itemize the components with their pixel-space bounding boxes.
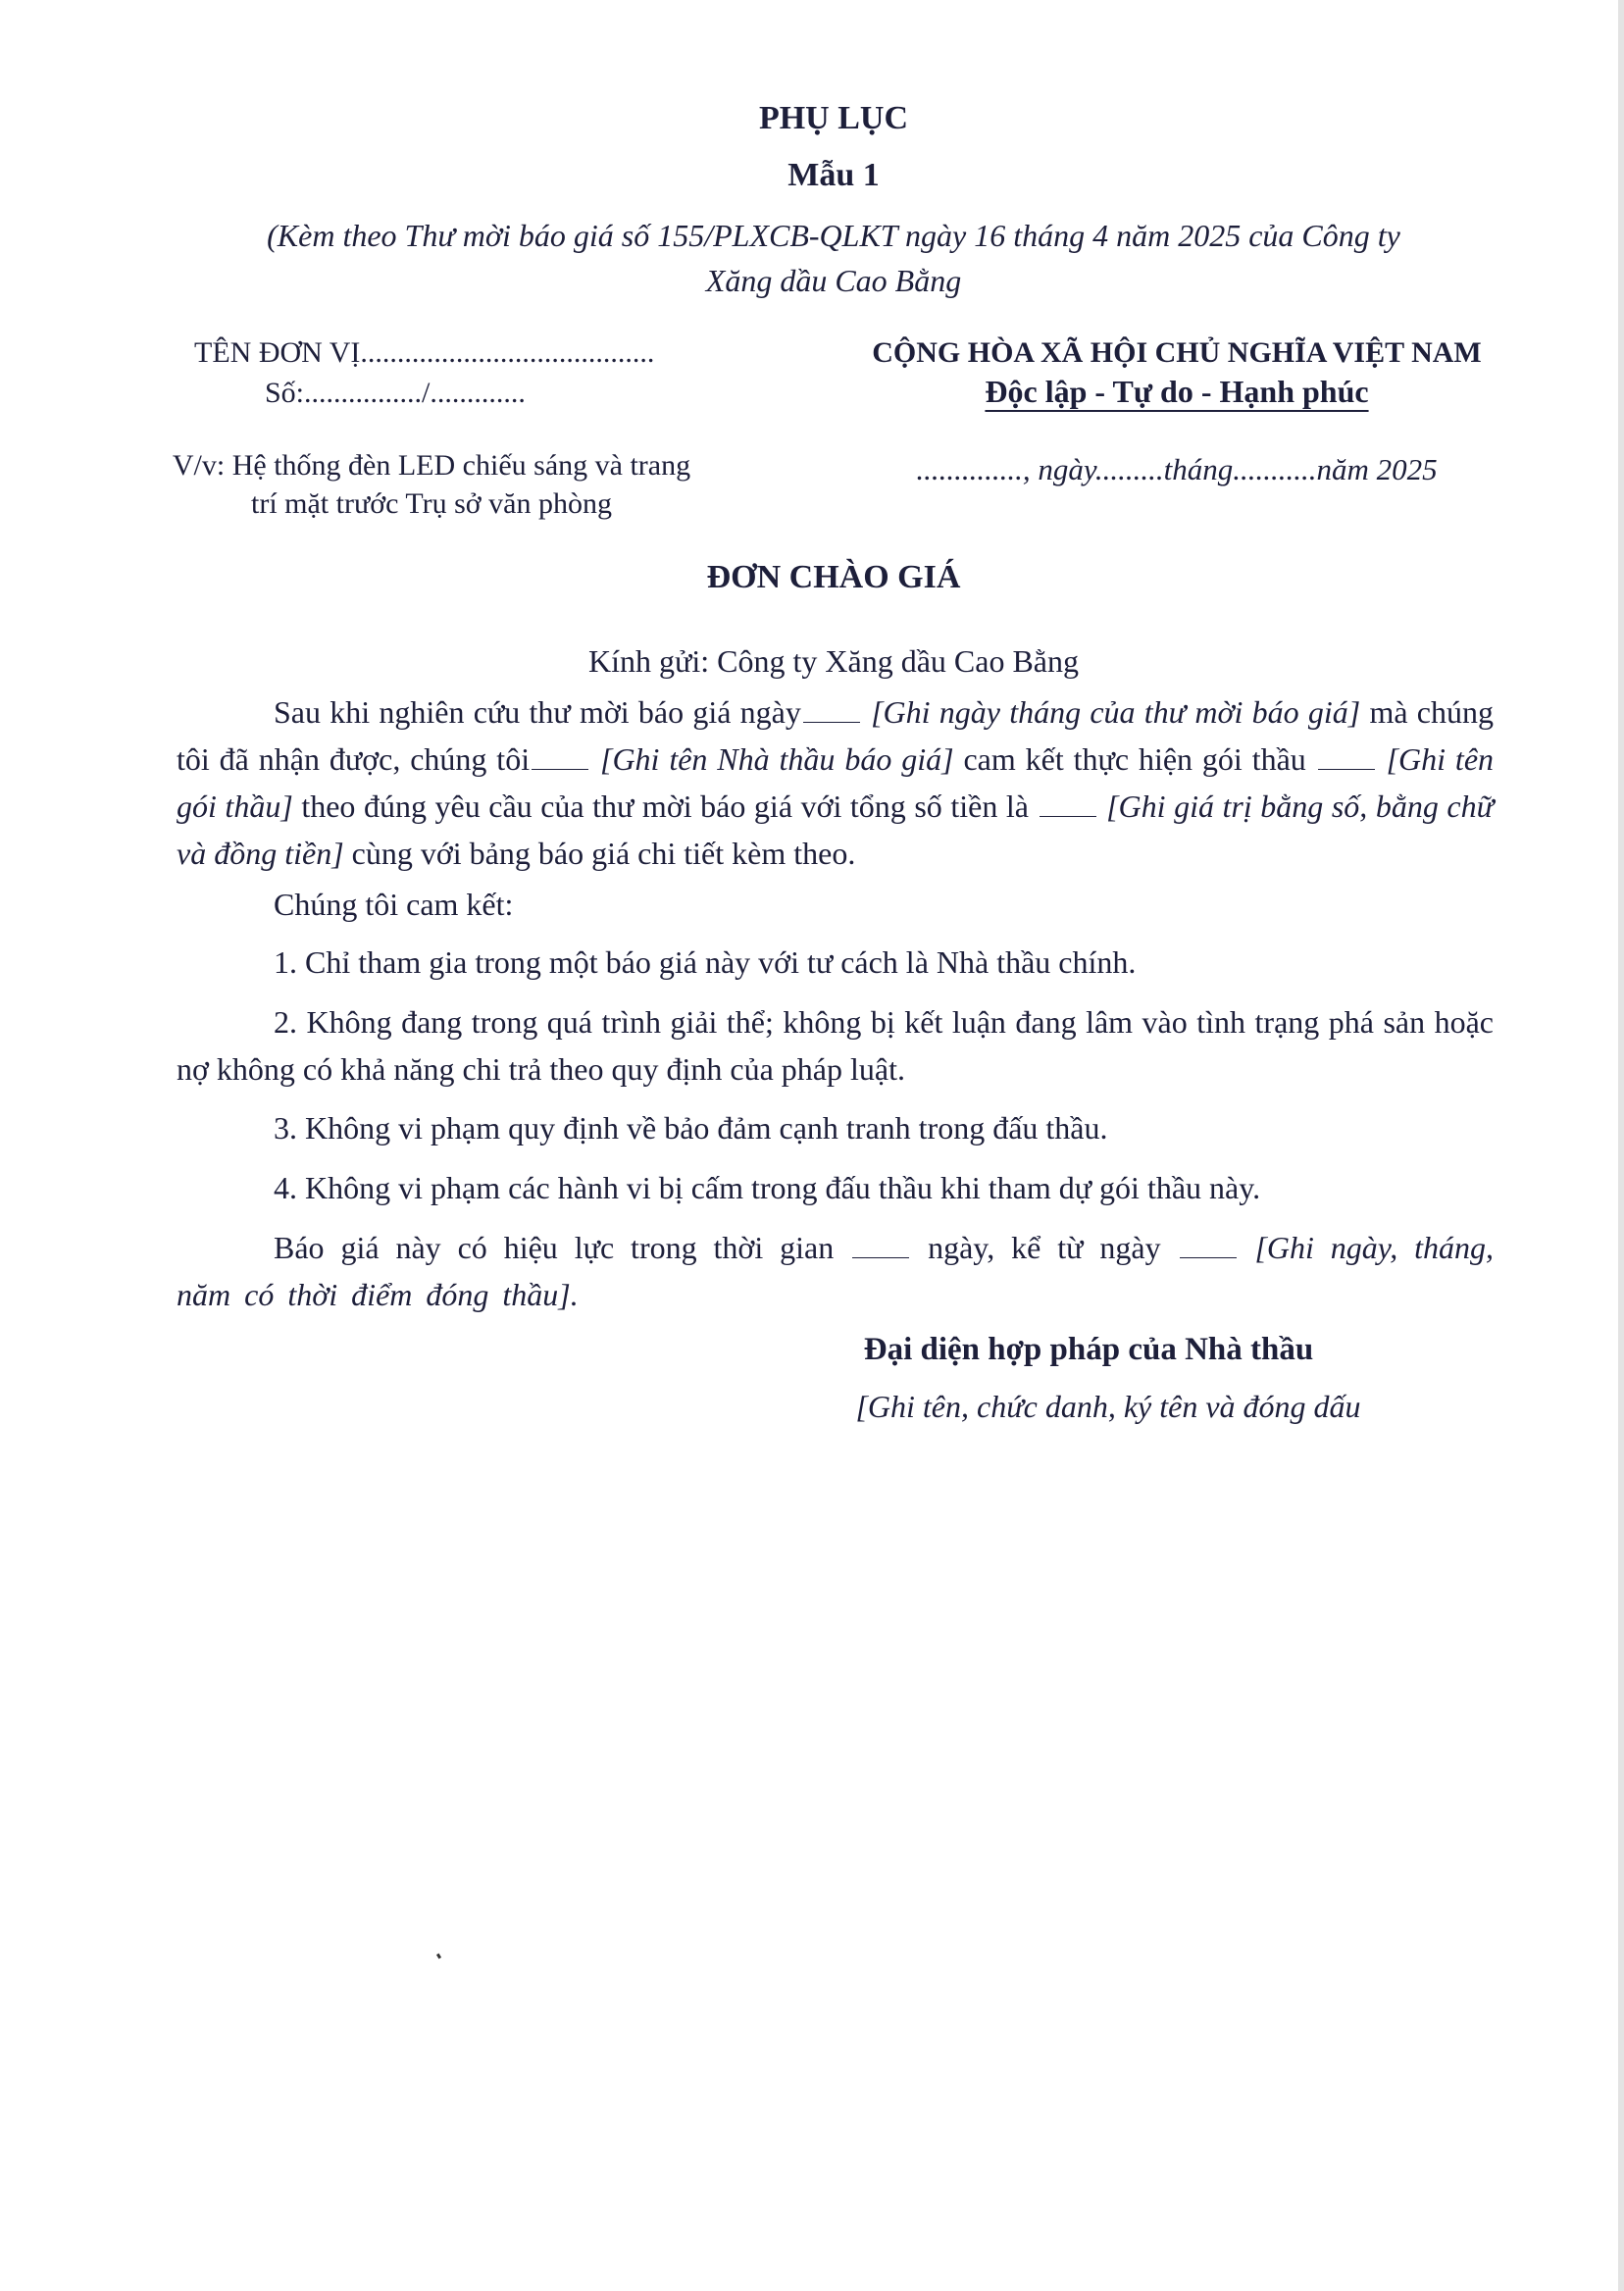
hint-amount: [Ghi giá trị bằng số, bằng chữ và đồng tiền] <box>177 789 1495 871</box>
scan-speck <box>436 1954 441 1960</box>
commitment-4: 4. Không vi phạm các hành vi bị cấm trong đấu thầu khi tham dự gói thầu này. <box>274 1170 1261 1205</box>
commitment-1: 1. Chỉ tham gia trong một báo giá này với tư cách là Nhà thầu chính. <box>274 944 1137 980</box>
attachment-note-line2: Xăng dầu Cao Bằng <box>705 263 962 298</box>
hint-invitation-date: [Ghi ngày tháng của thư mời báo giá] <box>871 694 1361 730</box>
place-date-line: .............., ngày.........tháng...........năm 2025 <box>916 452 1438 486</box>
appendix-title: PHỤ LỤC <box>758 100 909 136</box>
recipient-line: Kính gửi: Công ty Xăng dầu Cao Bằng <box>588 643 1079 679</box>
validity-start-blank <box>1180 1234 1237 1258</box>
nation-name: CỘNG HÒA XÃ HỘI CHỦ NGHĨA VIỆT NAM <box>872 336 1482 369</box>
commitment-2: 2. Không đang trong quá trình giải thể; không bị kết luận đang lâm vào tình trạng phá sản hoặc nợ không có khả năng chi trả theo quy định của pháp luật. <box>177 1004 1494 1087</box>
hint-bidder-name: [Ghi tên Nhà thầu báo giá] <box>599 741 954 777</box>
form-number: Mẫu 1 <box>787 157 880 193</box>
package-blank <box>1318 745 1375 770</box>
commit-intro: Chúng tôi cam kết: <box>274 887 514 922</box>
unit-name: TÊN ĐƠN VỊ........................................ <box>194 336 655 369</box>
hint-closing-date: [Ghi ngày, tháng, năm có thời điểm đóng thầu]. <box>177 1230 1495 1312</box>
document-number: Số:................/............. <box>265 377 526 409</box>
bidder-blank <box>532 745 588 770</box>
scan-edge <box>1618 0 1624 2291</box>
validity-paragraph: Báo giá này có hiệu lực trong thời gian ngày, kể từ ngày [Ghi ngày, tháng, năm có thời điểm đóng thầu]. <box>177 1230 1495 1312</box>
letter-title: ĐƠN CHÀO GIÁ <box>706 559 961 595</box>
validity-days-blank <box>852 1234 909 1258</box>
signature-hint: [Ghi tên, chức danh, ký tên và đóng dấu <box>855 1389 1361 1424</box>
commitment-3: 3. Không vi phạm quy định về bảo đảm cạnh tranh trong đấu thầu. <box>274 1110 1108 1146</box>
date-blank <box>803 698 860 723</box>
amount-blank <box>1040 792 1096 817</box>
national-motto: Độc lập - Tự do - Hạnh phúc <box>985 374 1369 409</box>
subject-line2: trí mặt trước Trụ sở văn phòng <box>251 487 612 520</box>
subject-line1: V/v: Hệ thống đèn LED chiếu sáng và trang <box>172 449 691 482</box>
hint-package-name: [Ghi tên gói thầu] <box>177 741 1495 824</box>
motto-wrap <box>745 371 1608 412</box>
attachment-note-line1: (Kèm theo Thư mời báo giá số 155/PLXCB-QLKT ngày 16 tháng 4 năm 2025 của Công ty <box>267 218 1400 253</box>
signature-title: Đại diện hợp pháp của Nhà thầu <box>863 1332 1314 1367</box>
intro-paragraph: Sau khi nghiên cứu thư mời báo giá ngày [Ghi ngày tháng của thư mời báo giá] mà chúng tôi đã nhận được, chúng tôi [Ghi tên Nhà thầu báo giá] cam kết thực hiện gói thầu [Ghi tên gói thầu] theo đúng yêu cầu của thư mời báo giá với tổng số tiền là [Ghi giá trị bằng số, bằng chữ và đồng tiền] cùng với bảng báo giá chi tiết kèm theo. <box>177 694 1495 871</box>
